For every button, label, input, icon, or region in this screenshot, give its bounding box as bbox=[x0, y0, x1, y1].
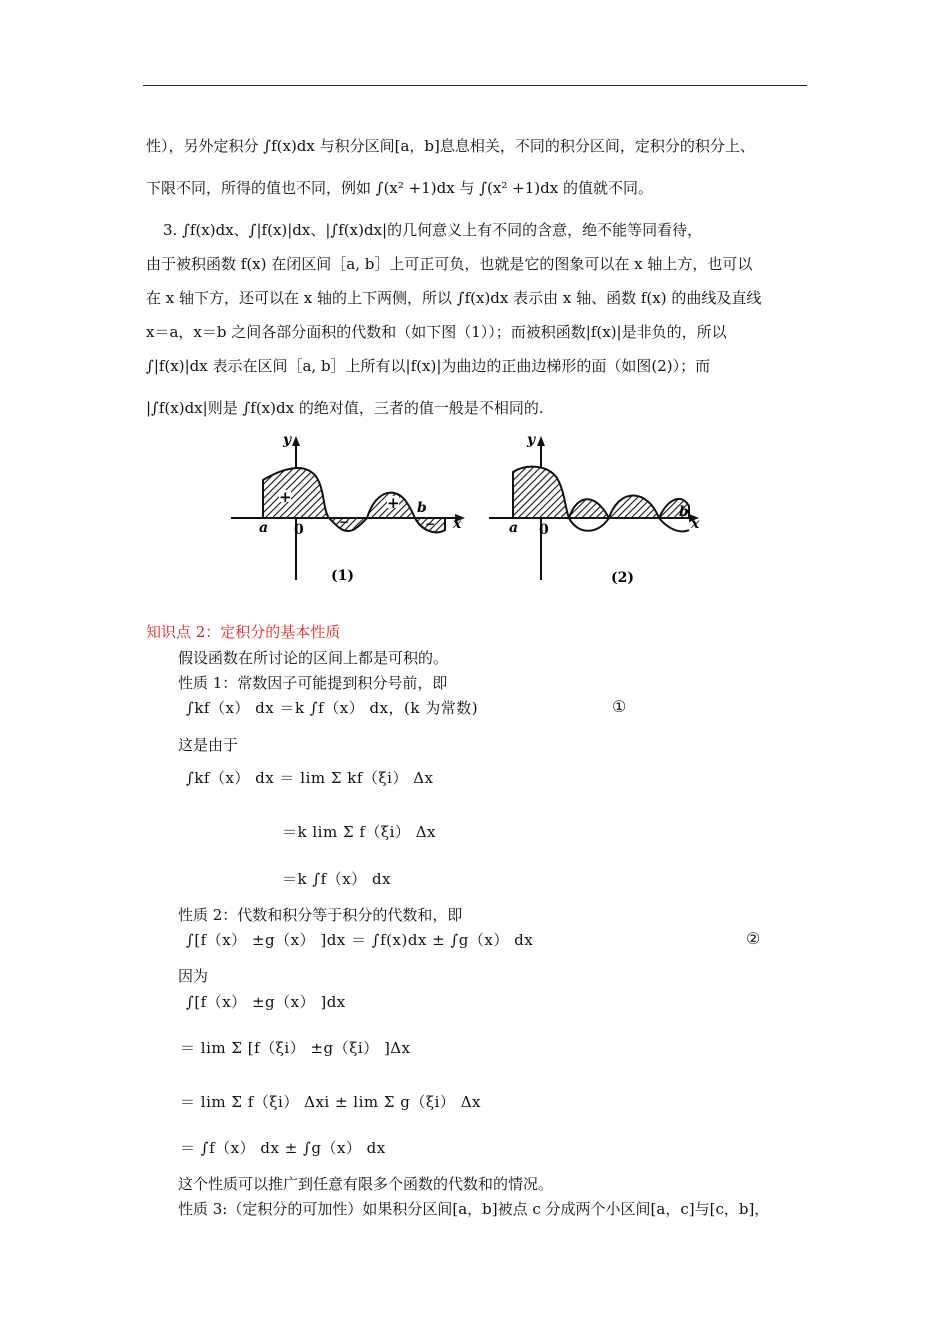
derivation-1-step-1: ∫kf（x） dx ＝ lim Σ kf（ξi） Δx bbox=[186, 769, 434, 787]
origin-label: 0 bbox=[294, 522, 304, 538]
figure-2 bbox=[485, 430, 715, 590]
derivation-1-step-2: ＝k lim Σ f（ξi） Δx bbox=[282, 823, 436, 841]
generalization-text: 这个性质可以推广到任意有限多个函数的代数和的情况。 bbox=[178, 1175, 554, 1193]
text-line: 下限不同，所得的值也不同，例如 ∫(x² +1)dx 与 ∫(x² +1)dx 的值就不同。 bbox=[146, 179, 653, 197]
b-label: b bbox=[417, 500, 427, 516]
minus-sign: − bbox=[339, 515, 350, 529]
origin-label: 0 bbox=[539, 522, 549, 538]
derivation-1-step-3: ＝k ∫f（x） dx bbox=[282, 870, 392, 888]
equation-1: ∫kf（x） dx ＝k ∫f（x） dx，(k 为常数) bbox=[186, 699, 479, 717]
figure-1 bbox=[225, 430, 475, 590]
text-line: 性），另外定积分 ∫f(x)dx 与积分区间[a，b]息息相关，不同的积分区间，定积分的积分上、 bbox=[146, 137, 755, 155]
equation-1-number: ① bbox=[612, 697, 627, 716]
y-axis-label: y bbox=[527, 432, 536, 448]
figure-caption: (2) bbox=[611, 570, 634, 586]
x-axis-label: x bbox=[453, 516, 462, 532]
derivation-2-step-2: ＝ lim Σ [f（ξi） ±g（ξi） ]Δx bbox=[180, 1039, 411, 1057]
x-axis-label: x bbox=[691, 516, 700, 532]
text-line: 3. ∫f(x)dx、∫|f(x)|dx、|∫f(x)dx|的几何意义上有不同的含意，绝不能等同看待， bbox=[163, 221, 703, 239]
text-line: x＝a，x＝b 之间各部分面积的代数和（如下图（1））；而被积函数|f(x)|是非负的，所以 bbox=[146, 323, 727, 341]
a-label: a bbox=[259, 520, 269, 536]
header-rule bbox=[143, 85, 807, 86]
because-text: 因为 bbox=[178, 967, 209, 985]
y-axis-label: y bbox=[283, 432, 292, 448]
equation-2-number: ② bbox=[746, 929, 761, 948]
text-line: |∫f(x)dx|则是 ∫f(x)dx 的绝对值，三者的值一般是不相同的. bbox=[146, 399, 544, 417]
b-label: b bbox=[679, 504, 689, 520]
text-line: 在 x 轴下方，还可以在 x 轴的上下两侧，所以 ∫f(x)dx 表示由 x 轴、函数 f(x) 的曲线及直线 bbox=[146, 289, 762, 307]
plus-sign: + bbox=[387, 494, 400, 512]
property-3: 性质 3:（定积分的可加性）如果积分区间[a，b]被点 c 分成两个小区间[a，c]与[c，b]， bbox=[178, 1200, 770, 1218]
equation-2: ∫[f（x） ±g（x） ]dx ＝ ∫f(x)dx ± ∫g（x） dx bbox=[186, 931, 534, 949]
a-label: a bbox=[509, 520, 519, 536]
figure-caption: (1) bbox=[331, 568, 354, 584]
property-2: 性质 2：代数和积分等于积分的代数和，即 bbox=[178, 906, 463, 924]
property-1: 性质 1：常数因子可能提到积分号前，即 bbox=[178, 674, 448, 692]
because-text: 这是由于 bbox=[178, 736, 239, 754]
derivation-2-step-1: ∫[f（x） ±g（x） ]dx bbox=[186, 993, 346, 1011]
derivation-2-step-3: ＝ lim Σ f（ξi） Δxi ± lim Σ g（ξi） Δx bbox=[180, 1093, 481, 1111]
plus-sign: + bbox=[279, 488, 292, 506]
text-line: ∫|f(x)|dx 表示在区间［a, b］上所有以|f(x)|为曲边的正曲边梯形的面（如图(2)）；而 bbox=[146, 357, 711, 375]
minus-sign: − bbox=[425, 517, 436, 531]
section-heading: 知识点 2：定积分的基本性质 bbox=[146, 623, 341, 641]
derivation-2-step-4: ＝ ∫f（x） dx ± ∫g（x） dx bbox=[180, 1139, 386, 1157]
text-line: 由于被积函数 f(x) 在闭区间［a, b］上可正可负，也就是它的图象可以在 x 轴上方，也可以 bbox=[146, 255, 753, 273]
intro-text: 假设函数在所讨论的区间上都是可积的。 bbox=[178, 649, 449, 667]
